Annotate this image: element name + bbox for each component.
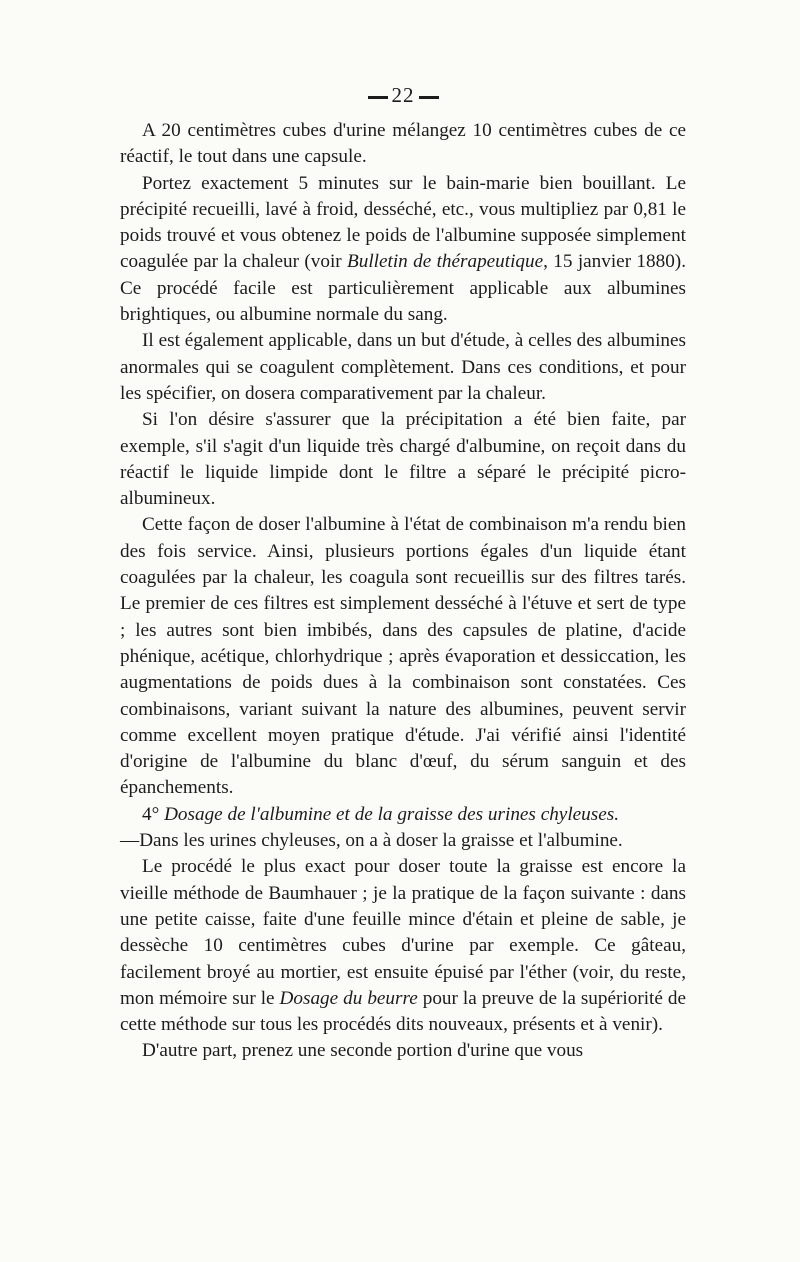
page-number-value: 22 — [391, 83, 415, 107]
heading-number: 4° — [142, 803, 160, 825]
paragraph-text: —Dans les urines chyleuses, on a à doser la graisse et l'albumine. — [120, 830, 623, 852]
paragraph-chylous-intro — [120, 828, 686, 854]
paragraph-text: Si l'on désire s'assurer que la précipitation a été bien faite, par exemple, s'il s'agit d'un liquide très chargé d'albumine, on reçoit dans du réactif le liquide limpide dont le filtre a séparé le précipité picro-albumineux. — [120, 409, 686, 510]
citation-bulletin: Bulletin de thérapeutique — [347, 251, 544, 273]
book-page — [120, 82, 686, 1065]
paragraph-reagent-mixing — [120, 118, 686, 171]
paragraph-text-tail: , 15 janvier 1880). Ce procédé facile est particulièrement applicable aux albumines brightiques, ou albumine normale du sang. — [120, 251, 686, 326]
paragraph-text: Il est également applicable, dans un but d'étude, à celles des albumines anormales qui se coagulent complètement. Dans ces conditions, et pour les spécifier, on dosera comparativement par la chaleur. — [120, 330, 686, 404]
paragraph-text: D'autre part, prenez une seconde portion d'urine que vous — [142, 1040, 584, 1062]
paragraph-text: Le procédé le plus exact pour doser toute la graisse est encore la vieille méthode de Baumhauer ; je la pratique de la façon suivante : dans une petite caisse, faite d'une feuille mince d'étain et pleine de sable, je dessèche 10 centimètres cubes d'urine par exemple. Ce gâteau, facilement broyé au mortier, est ensuite épuisé par l'éther (voir, du reste, mon mémoire sur le — [120, 856, 686, 1009]
paragraph-precipitation-check — [120, 407, 686, 512]
heading-title: Dosage de l'albumine et de la graisse des urines chyleuses. — [164, 803, 620, 825]
paragraph-bain-marie — [120, 171, 686, 329]
page-number — [120, 82, 686, 108]
section-heading-chylous-urines — [120, 802, 686, 828]
paragraph-combination-method — [120, 512, 686, 801]
paragraph-abnormal-albumins — [120, 328, 686, 407]
page-number-right-dash — [419, 96, 439, 99]
citation-dosage-beurre: Dosage du beurre — [279, 987, 418, 1009]
paragraph-second-portion — [120, 1038, 686, 1064]
paragraph-text: A 20 centimètres cubes d'urine mélangez 10 centimètres cubes de ce réactif, le tout dans une capsule. — [120, 120, 686, 168]
paragraph-text-tail: pour la preuve de la supériorité de cette méthode sur tous les procédés dits nouveaux, présents et à venir). — [120, 987, 686, 1036]
paragraph-text: Portez exactement 5 minutes sur le bain-marie bien bouillant. Le précipité recueilli, lavé à froid, desséché, etc., vous multipliez par 0,81 le poids trouvé et vous obtenez le poids de l'albumine supposée simplement coagulée par la chaleur (voir — [120, 172, 686, 273]
paragraph-baumhauer-method — [120, 854, 686, 1038]
page-number-left-dash — [368, 96, 388, 99]
paragraph-text: Cette façon de doser l'albumine à l'état de combinaison m'a rendu bien des fois service. Ainsi, plusieurs portions égales d'un liquide étant coagulées par la chaleur, les coagula sont recueillis sur des filtres tarés. Le premier de ces filtres est simplement desséché à l'étuve et sert de type ; les autres sont bien imbibés, dans des capsules de platine, d'acide phénique, acétique, chlorhydrique ; après évaporation et dessiccation, les augmentations de poids dues à la combinaison sont constatées. Ces combinaisons, variant suivant la nature des albumines, peuvent servir comme excellent moyen pratique d'étude. J'ai vérifié ainsi l'identité d'origine de l'albumine du blanc d'œuf, du sérum sanguin et des épanchements. — [120, 514, 686, 799]
